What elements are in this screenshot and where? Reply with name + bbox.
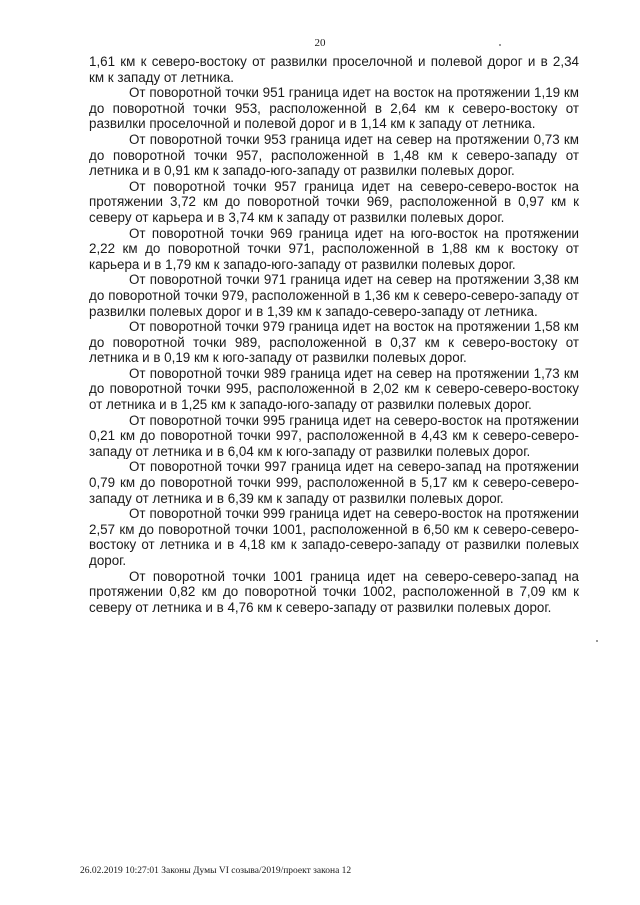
scan-speck (499, 44, 501, 46)
paragraph: От поворотной точки 997 граница идет на северо-запад на протяжении 0,79 км до поворотной точки 999, расположенной в 5,17 км к северо-северо-западу от летника и в 6,39 км к западу от развилки полевых дорог. (89, 459, 579, 506)
paragraph: От поворотной точки 999 граница идет на северо-восток на протяжении 2,57 км до поворотной точки 1001, расположенной в 6,50 км к северо-северо-востоку от летника и в 4,18 км к западо-северо-западу от развилки полевых дорог. (89, 506, 579, 568)
paragraph: 1,61 км к северо-востоку от развилки проселочной и полевой дорог и в 2,34 км к западу от летника. (89, 54, 579, 85)
paragraph: От поворотной точки 995 граница идет на северо-восток на протяжении 0,21 км до поворотной точки 997, расположенной в 4,43 км к северо-северо-западу от летника и в 6,04 км к юго-западу от развилки полевых дорог. (89, 412, 579, 459)
page-number: 20 (314, 37, 326, 49)
footer-stamp: 26.02.2019 10:27:01 Законы Думы VI созыва/2019/проект закона 12 (80, 866, 352, 876)
paragraph: От поворотной точки 953 граница идет на север на протяжении 0,73 км до поворотной точки 957, расположенной в 1,48 км к северо-западу от летника и в 0,91 км к западо-юго-западу от развилки полевых дорог. (89, 131, 579, 179)
scan-speck (596, 640, 598, 642)
paragraph: От поворотной точки 957 граница идет на северо-северо-восток на протяжении 3,72 км до поворотной точки 969, расположенной в 0,97 км к северу от карьера и в 3,74 км к западу от развилки полевых дорог. (89, 178, 579, 225)
paragraph: От поворотной точки 1001 граница идет на северо-северо-запад на протяжении 0,82 км до поворотной точки 1002, расположенной в 7,09 км к северу от летника и в 4,76 км к северо-западу от развилки полевых дорог. (89, 568, 579, 615)
document-body (89, 54, 579, 615)
paragraph: От поворотной точки 969 граница идет на юго-восток на протяжении 2,22 км до поворотной точки 971, расположенной в 1,88 км к востоку от карьера и в 1,79 км к западо-юго-западу от развилки полевых дорог. (89, 225, 579, 272)
paragraph: От поворотной точки 989 граница идет на север на протяжении 1,73 км до поворотной точки 995, расположенной в 2,02 км к северо-северо-востоку от летника и в 1,25 км к западо-юго-западу от развилки полевых дорог. (89, 365, 579, 413)
paragraph: От поворотной точки 971 граница идет на север на протяжении 3,38 км до поворотной точки 979, расположенной в 1,36 км к северо-северо-западу от развилки полевых дорог и в 1,39 км к западо-северо-западу от летника. (89, 272, 579, 319)
paragraph: От поворотной точки 951 граница идет на восток на протяжении 1,19 км до поворотной точки 953, расположенной в 2,64 км к северо-востоку от развилки проселочной и полевой дорог и в 1,14 км к западу от летника. (89, 85, 579, 132)
paragraph: От поворотной точки 979 граница идет на восток на протяжении 1,58 км до поворотной точки 989, расположенной в 0,37 км к северо-востоку от летника и в 0,19 км к юго-западу от развилки полевых дорог. (89, 319, 579, 366)
